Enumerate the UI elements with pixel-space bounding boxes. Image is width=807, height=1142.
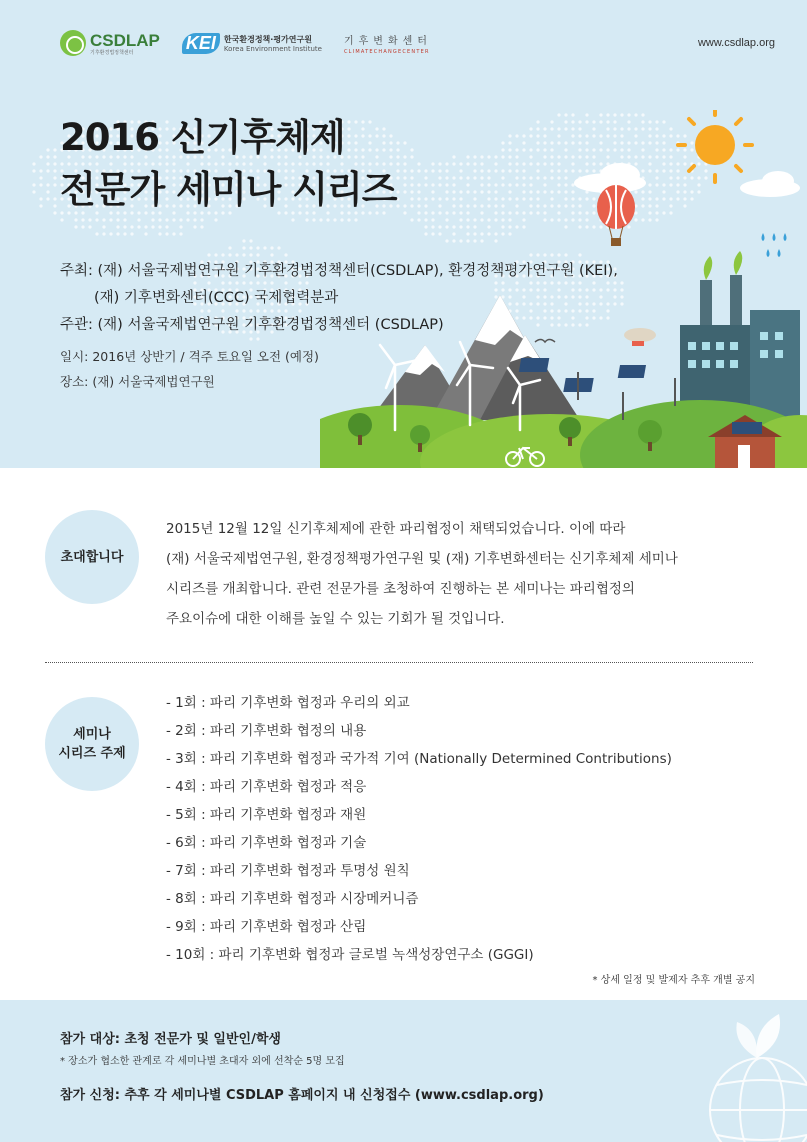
list-item: - 8회 : 파리 기후변화 협정과 시장메커니즘 <box>166 891 419 907</box>
ccc-logo-korean: 기후변화센터 <box>343 35 432 47</box>
header-banner <box>0 0 807 468</box>
list-item: - 10회 : 파리 기후변화 협정과 글로벌 녹색성장연구소 (GGGI) <box>166 947 534 963</box>
rain-drops-icon <box>762 233 787 257</box>
section-divider <box>45 662 753 663</box>
list-item: - 4회 : 파리 기후변화 협정과 적응 <box>166 779 367 795</box>
footer <box>0 1000 807 1142</box>
series-note: * 상세 일정 및 발제자 추후 개별 공지 <box>592 975 755 986</box>
series-label-line-2: 시리즈 주제 <box>58 746 126 761</box>
list-item: - 7회 : 파리 기후변화 협정과 투명성 원칙 <box>166 863 410 879</box>
list-item: - 1회 : 파리 기후변화 협정과 우리의 외교 <box>166 695 410 711</box>
list-item: - 6회 : 파리 기후변화 협정과 기술 <box>166 835 367 851</box>
factory-icon <box>680 251 800 420</box>
list-item: - 5회 : 파리 기후변화 협정과 재원 <box>166 807 367 823</box>
organizer-label: 주관: <box>60 317 98 333</box>
invite-line: 2015년 12월 12일 신기후체제에 관한 파리협정이 채택되었습니다. 이에 따라 <box>166 521 626 537</box>
participant-note: * 장소가 협소한 관계로 각 세미나별 초대자 외에 선착순 5명 모집 <box>60 1056 345 1067</box>
list-item: - 2회 : 파리 기후변화 협정의 내용 <box>166 723 367 739</box>
series-label-circle <box>45 697 139 791</box>
sun-icon <box>678 110 752 182</box>
airship-icon <box>624 328 656 346</box>
registration-info: 참가 신청: 추후 각 세미나별 CSDLAP 홈페이지 내 신청접수 (www.csdlap.org) <box>60 1088 544 1103</box>
title-line-1: 2016 신기후체제 <box>60 116 345 159</box>
ccc-logo[interactable] <box>344 32 432 55</box>
kei-logo-mark: KEI <box>182 33 220 54</box>
csdlap-logo[interactable] <box>60 30 160 56</box>
invite-line: 시리즈를 개최합니다. 관련 전문가를 초청하여 진행하는 본 세미나는 파리협정의 <box>166 581 635 597</box>
csdlap-logo-name: CSDLAP <box>90 30 160 50</box>
date-text: 일시: 2016년 상반기 / 격주 토요일 오전 (예정) <box>60 349 319 364</box>
globe-icon <box>657 1000 807 1142</box>
invite-label: 초대합니다 <box>60 549 124 565</box>
schedule-info <box>60 344 319 394</box>
list-item: - 9회 : 파리 기후변화 협정과 산림 <box>166 919 367 935</box>
invite-line: 주요이슈에 대한 이해를 높일 수 있는 기회가 될 것입니다. <box>166 611 505 627</box>
invite-text <box>166 514 746 634</box>
csdlap-globe-icon <box>60 30 86 56</box>
invite-line: (재) 서울국제법연구원, 환경정책평가연구원 및 (재) 기후변화센터는 신기후체제 세미나 <box>166 551 678 567</box>
kei-logo-english: Korea Environment Institute <box>223 44 322 53</box>
csdlap-logo-sub: 기후환경법정책센터 <box>90 49 134 56</box>
host-line-2: (재) 기후변화센터(CCC) 국제협력분과 <box>94 290 339 306</box>
participant-target: 참가 대상: 초청 전문가 및 일반인/학생 <box>60 1032 281 1047</box>
eco-landscape-illustration <box>320 110 807 468</box>
ccc-logo-english: CLIMATECHANGECENTER <box>343 48 430 55</box>
hot-air-balloon-icon <box>597 185 635 246</box>
seminar-topic-list <box>166 689 672 969</box>
bird-icon <box>535 340 555 343</box>
series-label-line-1: 세미나 <box>73 727 111 742</box>
kei-logo[interactable] <box>182 33 322 54</box>
title-line-2: 전문가 세미나 시리즈 <box>60 168 397 211</box>
list-item: - 3회 : 파리 기후변화 협정과 국가적 기여 (Nationally Determined Contributions) <box>166 751 672 767</box>
organizer-text: (재) 서울국제법연구원 기후환경법정책센터 (CSDLAP) <box>97 317 444 333</box>
host-label: 주최: <box>60 263 98 279</box>
mountains <box>370 295 580 420</box>
host-line-1: (재) 서울국제법연구원 기후환경법정책센터(CSDLAP), 환경정책평가연구원 (KEI), <box>97 263 618 279</box>
logo-bar <box>60 30 432 56</box>
venue-text: 장소: (재) 서울국제법연구원 <box>60 374 215 389</box>
invite-label-circle <box>45 510 139 604</box>
kei-logo-korean: 한국환경정책·평가연구원 <box>223 34 312 44</box>
website-url[interactable]: www.csdlap.org <box>697 37 775 49</box>
